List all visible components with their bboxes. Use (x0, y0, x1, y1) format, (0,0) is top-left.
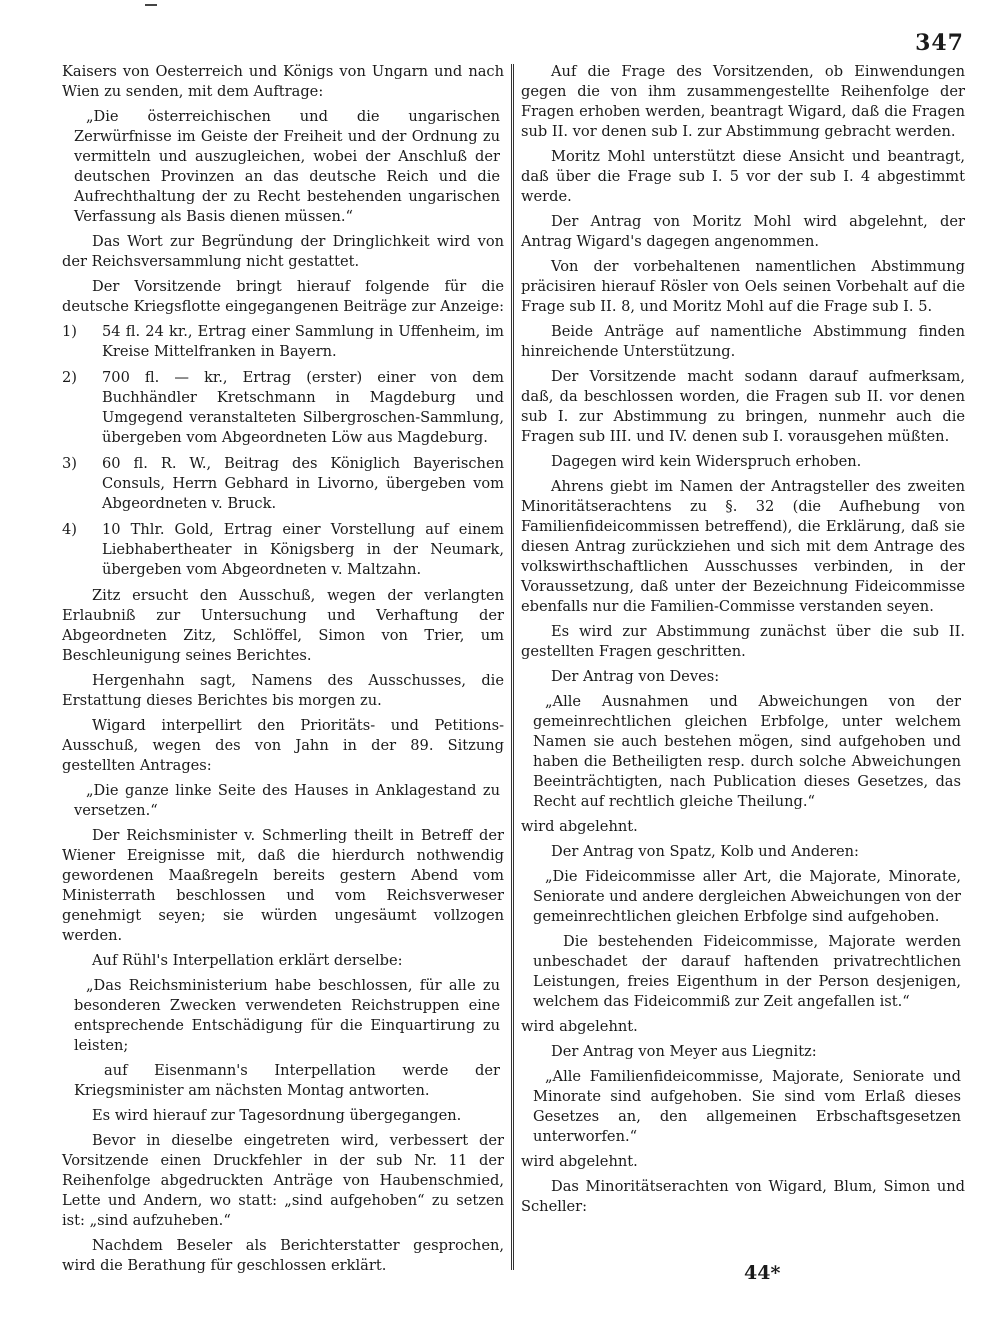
sheet-signature: 44* (744, 1262, 781, 1284)
page-number: 347 (915, 30, 964, 56)
column-divider (511, 64, 514, 1270)
paragraph: Zitz ersucht den Ausschuß, wegen der verlangten Erlaubniß zur Untersuchung und Verhaftung der Abgeordneten Zitz, Schlöffel, Simon von Trier, um Beschleunigung seines Berichtes. (62, 587, 504, 664)
paragraph: Ahrens giebt im Namen der Antragsteller des zweiten Minoritätserachtens zu §. 32 (die Aufhebung von Familienfideicommissen betreffend), die Erklärung, daß sie diesen Antrag zurückziehen und sich mit dem Antrage des volkswirthschaftlichen Ausschusses verbinden, in der Voraussetzung, daß unter der Bezeichnung Fideicommisse ebenfalls nur die Familien-Commisse verstanden seyen. (521, 478, 965, 615)
quote: „Alle Familienfideicommisse, Majorate, Seniorate und Minorate sind aufgehoben. Sie sind vom Erlaß dieses Gesetzes an, den allgemeinen Erbschaftsgesetzen unterworfen.“ (533, 1068, 961, 1145)
paragraph: wird abgelehnt. (521, 1153, 638, 1170)
paragraph: Auf die Frage des Vorsitzenden, ob Einwendungen gegen die von ihm zusammengestellte Reihenfolge der Fragen erhoben werden, beantragt Wigard, daß die Fragen sub II. vor denen sub I. zur Abstimmung gebracht werden. (521, 63, 965, 140)
paragraph: Der Antrag von Moritz Mohl wird abgelehnt, der Antrag Wigard's dagegen angenommen. (521, 213, 965, 250)
paragraph: Es wird zur Abstimmung zunächst über die sub II. gestellten Fragen geschritten. (521, 623, 965, 660)
list-item-text: 10 Thlr. Gold, Ertrag einer Vorstellung auf einem Liebhabertheater in Königsberg in der Neumark, übergeben vom Abgeordneten v. Maltzahn. (102, 521, 504, 578)
paragraph: Es wird hierauf zur Tagesordnung übergegangen. (92, 1107, 462, 1124)
list-item-number: 2) (62, 369, 77, 386)
quote: „Die ganze linke Seite des Hauses in Anklagestand zu versetzen.“ (74, 782, 500, 819)
list-item (62, 454, 504, 514)
paragraph: wird abgelehnt. (521, 1018, 638, 1035)
list-item (62, 520, 504, 580)
paragraph: Der Antrag von Spatz, Kolb und Anderen: (551, 843, 859, 860)
paragraph: Beide Anträge auf namentliche Abstimmung finden hinreichende Unterstützung. (521, 323, 965, 360)
list-item-text: 700 fl. — kr., Ertrag (erster) einer von dem Buchhändler Kretschmann in Magdeburg und Umgegend veranstalteten Silbergroschen-Sammlung, übergeben vom Abgeordneten Löw aus Magdeburg. (102, 369, 504, 446)
paragraph: Bevor in dieselbe eingetreten wird, verbessert der Vorsitzende einen Druckfehler in der sub Nr. 11 der Reihenfolge abgedruckten Anträge von Haubenschmied, Lette und Andern, wo statt: „sind aufgehoben“ zu setzen ist: „sind aufzuheben.“ (62, 1132, 504, 1229)
paragraph: Das Wort zur Begründung der Dringlichkeit wird von der Reichsversammlung nicht gestattet. (62, 233, 504, 270)
paragraph: Der Antrag von Meyer aus Liegnitz: (551, 1043, 817, 1060)
paragraph: Wigard interpellirt den Prioritäts- und Petitions-Ausschuß, wegen des von Jahn in der 89. Sitzung gestellten Antrages: (62, 717, 504, 774)
paragraph: Nachdem Beseler als Berichterstatter gesprochen, wird die Berathung für geschlossen erklärt. (62, 1237, 504, 1274)
quote: auf Eisenmann's Interpellation werde der Kriegsminister am nächsten Montag antworten. (74, 1062, 500, 1099)
quote: „Die österreichischen und die ungarischen Zerwürfnisse im Geiste der Freiheit und der Ordnung zu vermitteln und auszugleichen, wobei der Anschluß der deutschen Provinzen an das deutsche Reich und die Aufrechthaltung der zu Recht bestehenden ungarischen Verfassung als Basis dienen müssen.“ (74, 108, 500, 225)
paragraph: Kaisers von Oesterreich und Königs von Ungarn und nach Wien zu senden, mit dem Auftrage: (62, 63, 504, 100)
page-mark (145, 4, 157, 6)
paragraph: Moritz Mohl unterstützt diese Ansicht und beantragt, daß über die Frage sub I. 5 vor der sub I. 4 abgestimmt werde. (521, 148, 965, 205)
paragraph: Das Minoritätserachten von Wigard, Blum, Simon und Scheller: (521, 1178, 965, 1215)
quote: „Alle Ausnahmen und Abweichungen von der gemeinrechtlichen gleichen Erbfolge, unter welchem Namen sie auch bestehen mögen, sind aufgehoben und haben die Betheiligten resp. durch solche Abweichungen Beeinträchtigten, nach Publication dieses Gesetzes, das Recht auf rechtlich gleiche Theilung.“ (533, 693, 961, 810)
paragraph: Von der vorbehaltenen namentlichen Abstimmung präcisiren hierauf Rösler von Oels seinen Vorbehalt auf die Frage sub II. 8, und Moritz Mohl auf die Frage sub I. 5. (521, 258, 965, 315)
left-column (62, 62, 504, 1281)
paragraph: Dagegen wird kein Widerspruch erhoben. (551, 453, 862, 470)
paragraph: Der Reichsminister v. Schmerling theilt in Betreff der Wiener Ereignisse mit, daß die hierdurch nothwendig gewordenen Maaßregeln bereits gestern Abend vom Ministerrath beschlossen und vom Reichsverweser genehmigt seyen; sie würden ungesäumt vollzogen werden. (62, 827, 504, 944)
paragraph: Der Vorsitzende bringt hierauf folgende für die deutsche Kriegsflotte eingegangenen Beiträge zur Anzeige: (62, 278, 505, 315)
quote: „Die Fideicommisse aller Art, die Majorate, Minorate, Seniorate und andere dergleichen Abweichungen von der gemeinrechtlichen gleichen Erbfolge sind aufgehoben. (533, 868, 962, 925)
list-item-number: 1) (62, 323, 77, 340)
paragraph: wird abgelehnt. (521, 818, 638, 835)
paragraph: Der Vorsitzende macht sodann darauf aufmerksam, daß, da beschlossen worden, die Fragen sub II. vor denen sub I. zur Abstimmung zu bringen, nunmehr auch die Fragen sub III. und IV. denen sub I. vorausgehen müßten. (521, 368, 965, 445)
right-column (521, 62, 965, 1222)
list-item-text: 54 fl. 24 kr., Ertrag einer Sammlung in Uffenheim, im Kreise Mittelfranken in Bayern. (102, 323, 504, 360)
list-item (62, 368, 504, 448)
paragraph: Der Antrag von Deves: (551, 668, 720, 685)
list-item (62, 322, 504, 362)
paragraph: Hergenhahn sagt, Namens des Ausschusses, die Erstattung dieses Berichtes bis morgen zu. (62, 672, 504, 709)
quote: „Das Reichsministerium habe beschlossen, für alle zu besonderen Zwecken verwendeten Reichstruppen eine entsprechende Entschädigung für die Einquartirung zu leisten; (74, 977, 500, 1054)
quote: Die bestehenden Fideicommisse, Majorate werden unbeschadet der darauf haftenden privatrechtlichen Leistungen, freies Eigenthum in der Person desjenigen, welchem das Fideicommiß zur Zeit angefallen ist.“ (533, 933, 961, 1010)
list-item-text: 60 fl. R. W., Beitrag des Königlich Bayerischen Consuls, Herrn Gebhard in Livorno, übergeben vom Abgeordneten v. Bruck. (102, 455, 504, 512)
paragraph: Auf Rühl's Interpellation erklärt derselbe: (92, 952, 403, 969)
list-item-number: 3) (62, 455, 77, 472)
list-item-number: 4) (62, 521, 77, 538)
